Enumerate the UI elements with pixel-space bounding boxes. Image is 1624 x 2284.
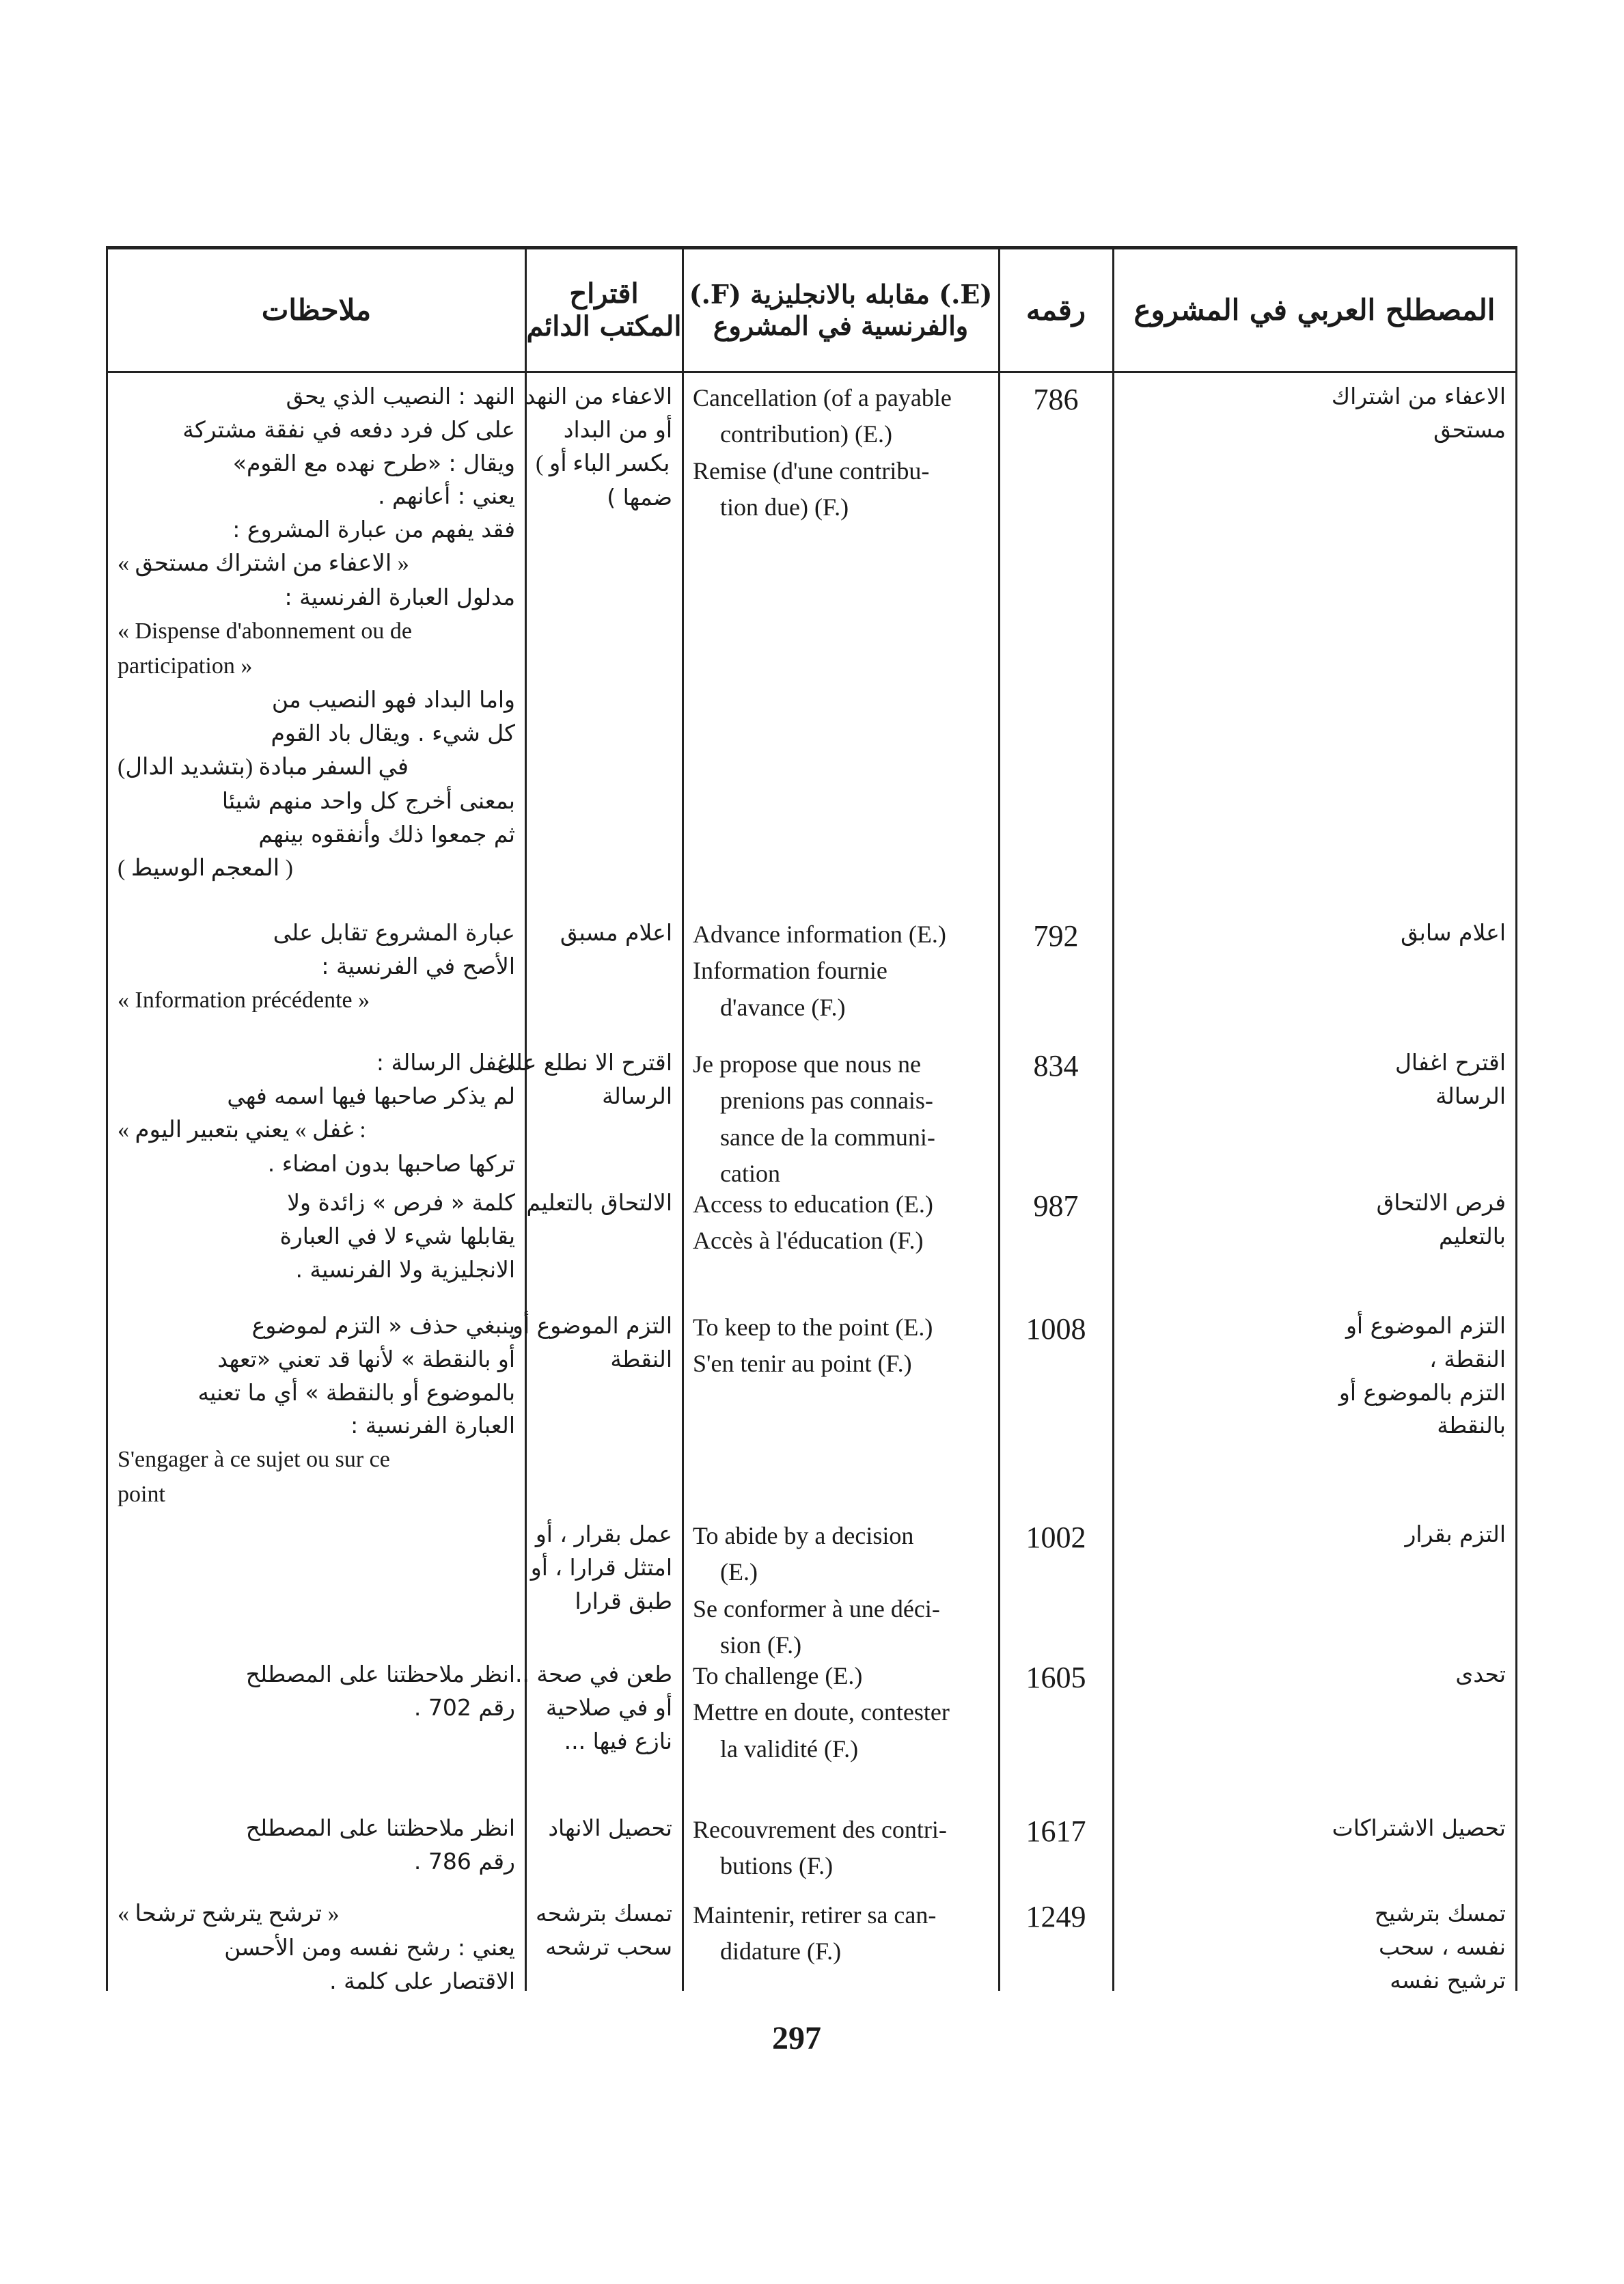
cell-line: انظر ملاحظتنا على المصطلح	[245, 1661, 515, 1687]
header-proposal: اقتراح المكتب الدائم	[526, 277, 682, 342]
cell-line: كل شيء . ويقال باد القوم	[271, 719, 515, 746]
cell-equivalent	[683, 1514, 998, 1668]
cell-line: مدلول العبارة الفرنسية :	[284, 584, 515, 611]
cell-equivalent	[683, 1305, 998, 1387]
cell-term	[1114, 1808, 1515, 1849]
cell-line: التزم الموضوع أو	[512, 1312, 672, 1339]
cell-line: « الاعفاء من اشتراك مستحق »	[118, 551, 409, 577]
cell-line: تمسك بترشيح	[1374, 1900, 1506, 1927]
cell-number: 834	[1033, 1049, 1079, 1083]
cell-line: رقم 786 .	[413, 1847, 515, 1875]
cell-line: contribution) (E.)	[720, 420, 892, 448]
cell-line: على كل فرد دفعه في نفقة مشتركة	[182, 416, 515, 443]
cell-line: تحصيل الانهاد	[548, 1814, 672, 1841]
cell-equivalent	[683, 376, 998, 530]
cell-proposal	[526, 1893, 682, 1968]
cell-number: 1605	[1026, 1661, 1086, 1694]
cell-proposal	[512, 1305, 682, 1381]
cell-line: فرص الالتحاق	[1376, 1189, 1506, 1216]
cell-line: تحدى	[1455, 1661, 1506, 1687]
cell-line: النقطة ،	[1429, 1345, 1506, 1372]
cell-line: tion due) (F.)	[720, 493, 849, 521]
cell-line: ويقال : «طرح نهده مع القوم»	[232, 449, 515, 476]
cell-notes	[108, 1305, 525, 1516]
cell-line: يقابلها شيء لا في العبارة	[279, 1222, 515, 1249]
cell-line: ترشيح نفسه	[1390, 1966, 1506, 1994]
cell-line: يعني : رشح نفسه ومن الأحسن	[224, 1934, 515, 1961]
cell-equivalent	[683, 1654, 998, 1771]
cell-term	[1114, 376, 1515, 451]
cell-line: S'engager à ce sujet ou sur ce	[118, 1447, 390, 1473]
cell-line: la validité (F.)	[720, 1735, 859, 1763]
cell-number: 792	[1033, 919, 1079, 953]
cell-line: طعن في صحة ..	[514, 1661, 672, 1687]
cell-line: « Dispense d'abonnement ou de	[118, 618, 413, 644]
cell-line: تركها صاحبها بدون امضاء .	[267, 1150, 515, 1177]
cell-line: كلمة « فرص » زائدة ولا	[287, 1189, 515, 1216]
cell-line: النقطة	[610, 1345, 672, 1372]
header-equivalent: (E.) مقابله بالانجليزية (F.) والفرنسية في المشروع	[689, 279, 993, 341]
cell-line: d'avance (F.)	[720, 993, 846, 1021]
cell-notes	[108, 1654, 525, 1729]
cell-line: مستحق	[1433, 416, 1506, 443]
cell-line: تمسك بترشحه	[536, 1900, 672, 1927]
cell-line: بالموضوع أو بالنقطة » أي ما تعنيه	[197, 1378, 515, 1406]
cell-line: أو في صلاحية	[545, 1694, 672, 1721]
cell-line: Access to education (E.)	[693, 1191, 933, 1218]
cell-line: cation	[720, 1159, 780, 1187]
cell-line: فقد يفهم من عبارة المشروع :	[232, 516, 515, 543]
cell-number: 786	[1033, 383, 1079, 416]
cell-line: ينبغي حذف « التزم لموضوع	[251, 1312, 515, 1339]
cell-line: « ترشح يترشح ترشحا »	[118, 1901, 340, 1927]
cell-number: 987	[1033, 1189, 1079, 1223]
cell-line: sion (F.)	[720, 1631, 802, 1659]
cell-line: بمعنى أخرج كل واحد منهم شيئا	[221, 787, 515, 814]
cell-equivalent	[683, 1182, 998, 1264]
cell-line: To abide by a decision	[693, 1522, 914, 1549]
cell-proposal	[526, 1182, 682, 1224]
header-number: رقمه	[1026, 293, 1086, 327]
header-divider	[108, 371, 1515, 373]
cell-line: نفسه ، سحب	[1379, 1933, 1506, 1960]
cell-line: اعلام مسبق	[560, 919, 672, 946]
cell-line: تحصيل الاشتراكات	[1332, 1814, 1506, 1841]
cell-line: الاعفاء من النهد	[525, 383, 672, 409]
cell-line: point	[118, 1481, 165, 1507]
cell-term	[1114, 1514, 1515, 1555]
cell-proposal	[514, 1654, 682, 1762]
cell-notes	[108, 912, 525, 1022]
cell-line: Mettre en doute, contester	[693, 1698, 950, 1726]
cell-number: 1249	[1026, 1900, 1086, 1933]
cell-notes	[108, 1893, 525, 2002]
cell-line: Se conformer à une déci-	[693, 1594, 940, 1622]
cell-line: امتثل قرارا ، أو	[530, 1553, 672, 1581]
cell-line: اعلام سابق	[1401, 919, 1506, 946]
cell-term	[1114, 912, 1515, 954]
cell-line: S'en tenir au point (F.)	[693, 1350, 912, 1378]
cell-line: To challenge (E.)	[693, 1662, 863, 1689]
cell-line: أو بالنقطة » لأنها قد تعني «تعهد	[217, 1345, 515, 1372]
cell-line: اقترح الا نطلع على	[497, 1049, 672, 1076]
cell-line: نازع فيها ...	[564, 1727, 672, 1754]
cell-line: Information fournie	[693, 957, 887, 985]
cell-proposal	[497, 1042, 682, 1117]
cell-line: Advance information (E.)	[693, 921, 946, 948]
cell-line: Cancellation (of a payable	[693, 384, 952, 411]
cell-line: Je propose que nous ne	[693, 1050, 921, 1078]
cell-line: الأصح في الفرنسية :	[321, 952, 515, 979]
cell-line: didature (F.)	[720, 1938, 842, 1966]
cell-line: (E.)	[720, 1558, 758, 1586]
cell-line: Accès à l'éducation (F.)	[693, 1227, 924, 1255]
cell-term	[1114, 1305, 1515, 1447]
cell-line: لم يذكر صاحبها فيها اسمه فهي	[227, 1082, 515, 1109]
cell-proposal	[526, 376, 682, 519]
cell-notes	[108, 1514, 525, 1522]
cell-line: النهد : النصيب الذي يحق	[286, 383, 515, 409]
cell-equivalent	[683, 1808, 998, 1889]
cell-line: الاقتصار على كلمة .	[329, 1968, 515, 1995]
cell-equivalent	[683, 912, 998, 1030]
cell-line: « Information précédente »	[118, 987, 370, 1013]
column-divider	[998, 249, 1000, 1991]
cell-line: prenions pas connais-	[720, 1087, 933, 1115]
cell-term	[1114, 1182, 1515, 1257]
cell-line: (بتشديد الدال) في السفر مبادة	[118, 754, 409, 780]
cell-notes	[108, 1808, 525, 1883]
cell-proposal	[526, 1808, 682, 1849]
cell-line: الاعفاء من اشتراك	[1331, 383, 1506, 409]
cell-line: اغفل الرسالة :	[376, 1049, 515, 1076]
cell-line: بالنقطة	[1437, 1412, 1506, 1439]
cell-line: Maintenir, retirer sa can-	[693, 1901, 937, 1929]
cell-equivalent	[683, 1042, 998, 1196]
cell-proposal	[526, 1514, 682, 1622]
header-term: المصطلح العربي في المشروع	[1133, 293, 1496, 327]
cell-line: انظر ملاحظتنا على المصطلح	[245, 1814, 515, 1841]
cell-line: التزم بقرار	[1405, 1521, 1506, 1547]
cell-line: butions (F.)	[720, 1852, 834, 1880]
cell-line: رقم 702 .	[413, 1694, 515, 1721]
cell-line: participation »	[118, 653, 253, 679]
cell-number: 1617	[1026, 1814, 1086, 1848]
cell-line: Recouvrement des contri-	[693, 1816, 947, 1843]
cell-line: طبق قرارا	[575, 1587, 672, 1614]
cell-line: يعني : أعانهم .	[378, 482, 515, 510]
cell-line: التزم الموضوع أو	[1345, 1312, 1506, 1339]
page-number: 297	[772, 2020, 821, 2056]
cell-line: أو من البداد	[563, 416, 672, 443]
cell-term	[1114, 1654, 1515, 1696]
cell-line: sance de la communi-	[720, 1123, 935, 1151]
cell-line: Remise (d'une contribu-	[693, 457, 930, 485]
cell-line: ضمها )	[607, 483, 672, 511]
cell-line: الانجليزية ولا الفرنسية .	[295, 1255, 515, 1283]
cell-term	[1114, 1893, 1515, 2001]
cell-equivalent	[683, 1893, 998, 1974]
cell-line: واما البداد فهو النصيب من	[271, 685, 515, 713]
cell-number: 1002	[1026, 1521, 1086, 1554]
cell-line: To keep to the point (E.)	[693, 1314, 933, 1341]
cell-notes	[108, 1182, 525, 1290]
cell-line: الرسالة	[1435, 1082, 1506, 1109]
cell-notes	[108, 1042, 525, 1185]
cell-line: عمل بقرار ، أو	[535, 1521, 672, 1547]
column-divider	[1112, 249, 1114, 1991]
cell-proposal	[526, 912, 682, 954]
cell-number: 1008	[1026, 1312, 1086, 1346]
cell-line: العبارة الفرنسية :	[350, 1412, 515, 1439]
cell-line: الالتحاق بالتعليم	[526, 1189, 672, 1216]
cell-line: عبارة المشروع تقابل على	[273, 919, 515, 946]
cell-notes	[108, 376, 525, 890]
cell-line: التزم بالموضوع أو	[1338, 1378, 1506, 1406]
cell-line: « غفل » يعني بتعبير اليوم :	[118, 1117, 366, 1143]
cell-line: ( المعجم الوسيط )	[118, 855, 293, 881]
terminology-table	[106, 246, 1517, 1995]
cell-line: سحب ترشحه	[545, 1933, 672, 1960]
cell-line: الرسالة	[602, 1082, 672, 1109]
header-notes: ملاحظات	[261, 293, 372, 327]
cell-line: ثم جمعوا ذلك وأنفقوه بينهم	[258, 820, 515, 847]
cell-line: اقترح اغفال	[1394, 1049, 1506, 1076]
cell-line: ( بكسر الباء أو	[536, 450, 670, 476]
cell-term	[1114, 1042, 1515, 1117]
cell-line: بالتعليم	[1438, 1222, 1506, 1249]
